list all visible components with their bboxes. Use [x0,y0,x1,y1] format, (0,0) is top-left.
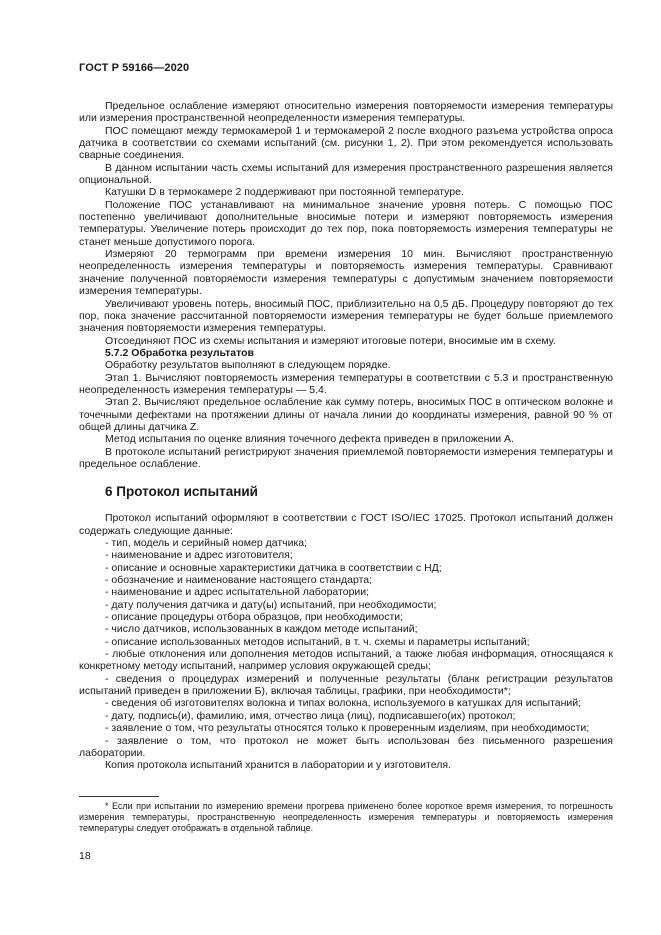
paragraph: В протоколе испытаний регистрируют значения приемлемой повторяемости измерения температуры и предельное ослабление. [79,445,613,470]
page-number: 18 [79,850,91,862]
footnote [79,801,613,835]
paragraph: Протокол испытаний оформляют в соответствии с ГОСТ ISO/IEC 17025. Протокол испытаний должен содержать следующие данные: [79,512,613,537]
paragraph: Положение ПОС устанавливают на минимальное значение уровня потерь. С помощью ПОС постепенно увеличивают дополнительные вносимые потери и измеряют повторяемость измерения температуры. Увеличение потерь происходит до тех пор, пока повторяемость измерения температуры не станет меньше допустимого порога. [79,198,613,248]
paragraph: Увеличивают уровень потерь, вносимый ПОС, приблизительно на 0,5 дБ. Процедуру повторяют до тех пор, пока значение рассчитанной повторяемости измерения температуры не будет больше приемлемого значения повторяемости измерения температуры. [79,297,613,335]
list-item: - заявление о том, что результаты относятся только к проверенным изделиям, при необходимости; [105,722,590,735]
paragraph: Измеряют 20 термограмм при времени измерения 10 мин. Вычисляют пространственную неопределенность измерения температуры и повторяемость измерения температуры. Сравнивают значение полученной повторяемости измерения температуры с допустимым значением повторяемости измерения температуры. [79,248,613,298]
list-item: - описание и основные характеристики датчика в соответствии с НД; [105,561,442,574]
footnote-divider [79,796,159,797]
list-item: - описание использованных методов испытаний, в т. ч. схемы и параметры испытаний; [105,635,530,648]
paragraph: Отсоединяют ПОС из схемы испытания и измеряют итоговые потери, вносимые им в схему. [105,334,556,347]
paragraph: В данном испытании часть схемы испытаний для измерения пространственного разрешения является опциональной. [79,161,613,187]
list-item: - число датчиков, использованных в каждом методе испытаний; [105,623,418,636]
page-body [79,100,613,772]
paragraph: Этап 1. Вычисляют повторяемость измерения температуры в соответствии с 5.3 и пространственную неопределенность измерения температуры — 5.4. [79,371,613,396]
list-item: - заявление о том, что протокол не может быть использован без письменного разрешения лаборатории. [79,734,613,759]
paragraph: Катушки D в термокамере 2 поддерживают при постоянной температуре. [105,186,464,199]
list-item: - любые отклонения или дополнения методов испытаний, а также любая информация, относящаяся к конкретному методу испытаний, например условия окружающей среды; [79,648,613,673]
list-item: - описание процедуры отбора образцов, при необходимости; [105,611,404,624]
paragraph: Этап 2. Вычисляют предельное ослабление как сумму потерь, вносимых ПОС в оптическом волокне и точечными дефектами на протяжении длины от начала линии до координаты измерения, равной 90 % от общей длины датчика Z. [79,396,613,433]
paragraph: ПОС помещают между термокамерой 1 и термокамерой 2 после входного разъема устройства опроса датчика в соответствии со схемами испытаний (см. рисунки 1, 2). При этом рекомендуется использовать сварные соединения. [79,124,613,162]
paragraph: Копия протокола испытаний хранится в лаборатории и у изготовителя. [105,759,451,772]
report-contents-list [79,537,613,759]
list-item: - дату, подпись(и), фамилию, имя, отчество лица (лиц), подписавшего(их) протокол; [105,709,516,722]
standard-header: ГОСТ Р 59166—2020 [79,62,190,74]
paragraph: Обработку результатов выполняют в следующем порядке. [105,359,391,372]
subsection-heading-5-7-2: 5.7.2 Обработка результатов [105,346,254,359]
footnote-text: * Если при испытании по измерению времени прогрева применено более короткое время измерения, то погрешность измерения температуры, пространственную неопределенность измерения температуры и повторяемость измерения температуры следует отображать в отдельной таблице. [79,801,613,834]
list-item: - наименование и адрес изготовителя; [105,549,293,562]
section-heading-6: 6 Протокол испытаний [105,484,258,500]
list-item: - сведения об изготовителях волокна и типах волокна, используемого в катушках для испытаний; [105,697,582,710]
paragraph: Предельное ослабление измеряют относительно измерения повторяемости измерения температуры или измерения пространственной неопределенности измерения температуры. [79,100,613,125]
list-item: - дату получения датчика и дату(ы) испытаний, при необходимости; [105,598,437,611]
list-item: - сведения о процедурах измерений и полученные результаты (бланк регистрации результатов испытаний приведен в приложении Б), включая таблицы, графики, при необходимости*; [79,672,613,698]
list-item: - обозначение и наименование настоящего стандарта; [105,574,373,587]
list-item: - наименование и адрес испытательной лаборатории; [105,586,370,599]
list-item: - тип, модель и серийный номер датчика; [105,537,308,549]
paragraph: Метод испытания по оценке влияния точечного дефекта приведен в приложении А. [105,433,514,446]
